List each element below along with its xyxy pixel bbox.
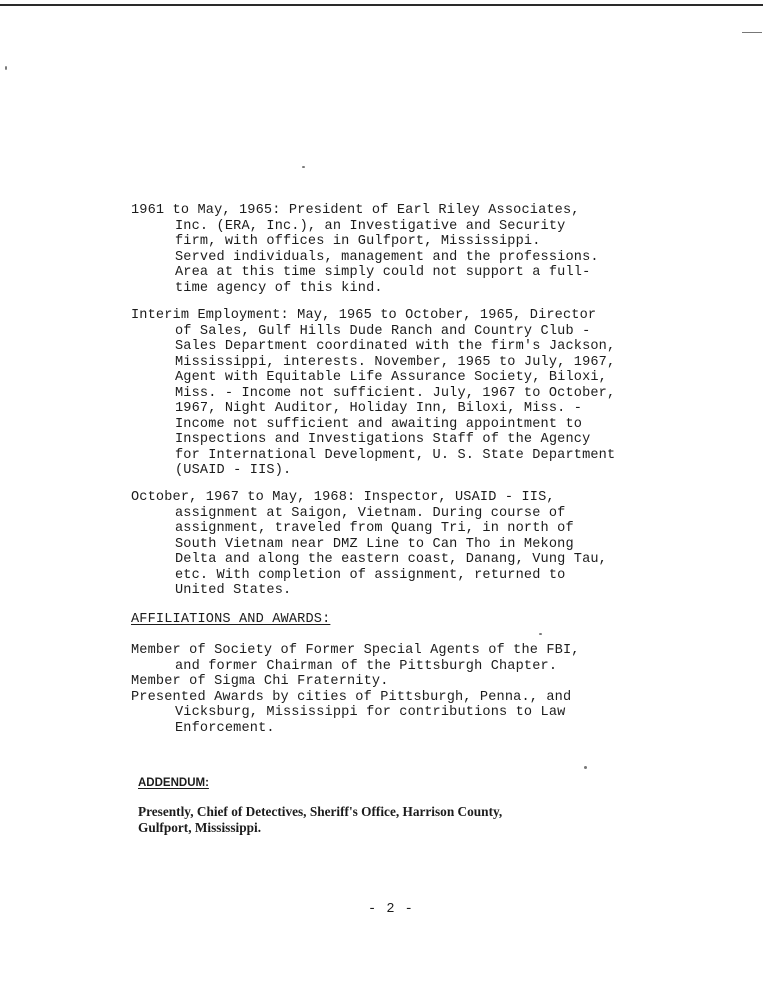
- scan-speck: [5, 66, 7, 70]
- text-line: October, 1967 to May, 1968: Inspector, USAID - IIS,: [131, 490, 555, 505]
- text-line: and former Chairman of the Pittsburgh Chapter.: [175, 658, 558, 674]
- text-line: Gulfport, Mississippi.: [138, 820, 262, 835]
- text-line: Served individuals, management and the professions.: [175, 249, 599, 265]
- text-line: (USAID - IIS).: [175, 463, 292, 478]
- text-line: firm, with offices in Gulfport, Mississippi.: [175, 234, 541, 249]
- text-line: Agent with Equitable Life Assurance Society, Biloxi,: [175, 370, 607, 385]
- addendum-text: [138, 804, 502, 836]
- text-line: assignment, traveled from Quang Tri, in north of: [175, 521, 574, 536]
- employment-entry-usaid: [131, 490, 731, 599]
- text-line: 1967, Night Auditor, Holiday Inn, Biloxi, Miss. -: [175, 401, 583, 416]
- employment-entry-interim: [131, 308, 731, 479]
- text-line: assignment at Saigon, Vietnam. During course of: [175, 505, 566, 521]
- text-line: Inc. (ERA, Inc.), an Investigative and Security: [175, 218, 566, 234]
- text-line: United States.: [175, 583, 292, 598]
- scan-speck: [584, 766, 587, 769]
- page-number: - 2 -: [368, 902, 414, 917]
- text-line: Presently, Chief of Detectives, Sheriff's Office, Harrison County,: [138, 804, 503, 819]
- text-line: Interim Employment: May, 1965 to October, 1965, Director: [131, 308, 597, 323]
- text-line: South Vietnam near DMZ Line to Can Tho in Mekong: [175, 536, 574, 552]
- text-line: Delta and along the eastern coast, Danang, Vung Tau,: [175, 552, 607, 567]
- addendum-heading: ADDENDUM:: [138, 777, 209, 789]
- text-line: Presented Awards by cities of Pittsburgh, Penna., and: [131, 689, 572, 705]
- text-line: 1961 to May, 1965: President of Earl Riley Associates,: [131, 203, 580, 218]
- scan-speck: [539, 633, 542, 635]
- scan-speck: [302, 166, 305, 168]
- text-line: etc. With completion of assignment, returned to: [175, 567, 566, 583]
- text-line: time agency of this kind.: [175, 280, 383, 296]
- text-line: Sales Department coordinated with the firm's Jackson,: [175, 339, 616, 354]
- text-line: Mississippi, interests. November, 1965 to July, 1967,: [175, 354, 616, 370]
- scan-speck: [742, 32, 762, 33]
- affiliations-heading: AFFILIATIONS AND AWARDS:: [131, 612, 331, 627]
- text-line: Member of Society of Former Special Agents of the FBI,: [131, 643, 580, 658]
- text-line: Income not sufficient and awaiting appointment to: [175, 416, 583, 432]
- text-line: Inspections and Investigations Staff of the Agency: [175, 432, 591, 447]
- scan-top-edge-line: [0, 4, 763, 6]
- text-line: Enforcement.: [175, 720, 275, 736]
- text-line: Area at this time simply could not support a full-: [175, 265, 591, 280]
- employment-entry-era-inc: [131, 203, 731, 296]
- text-line: Vicksburg, Mississippi for contributions to Law: [175, 705, 566, 720]
- text-line: for International Development, U. S. State Department: [175, 447, 616, 463]
- text-line: Miss. - Income not sufficient. July, 1967 to October,: [175, 385, 616, 401]
- text-line: of Sales, Gulf Hills Dude Ranch and Country Club -: [175, 323, 591, 339]
- text-line: Member of Sigma Chi Fraternity.: [131, 674, 389, 689]
- affiliations-list: [131, 643, 731, 736]
